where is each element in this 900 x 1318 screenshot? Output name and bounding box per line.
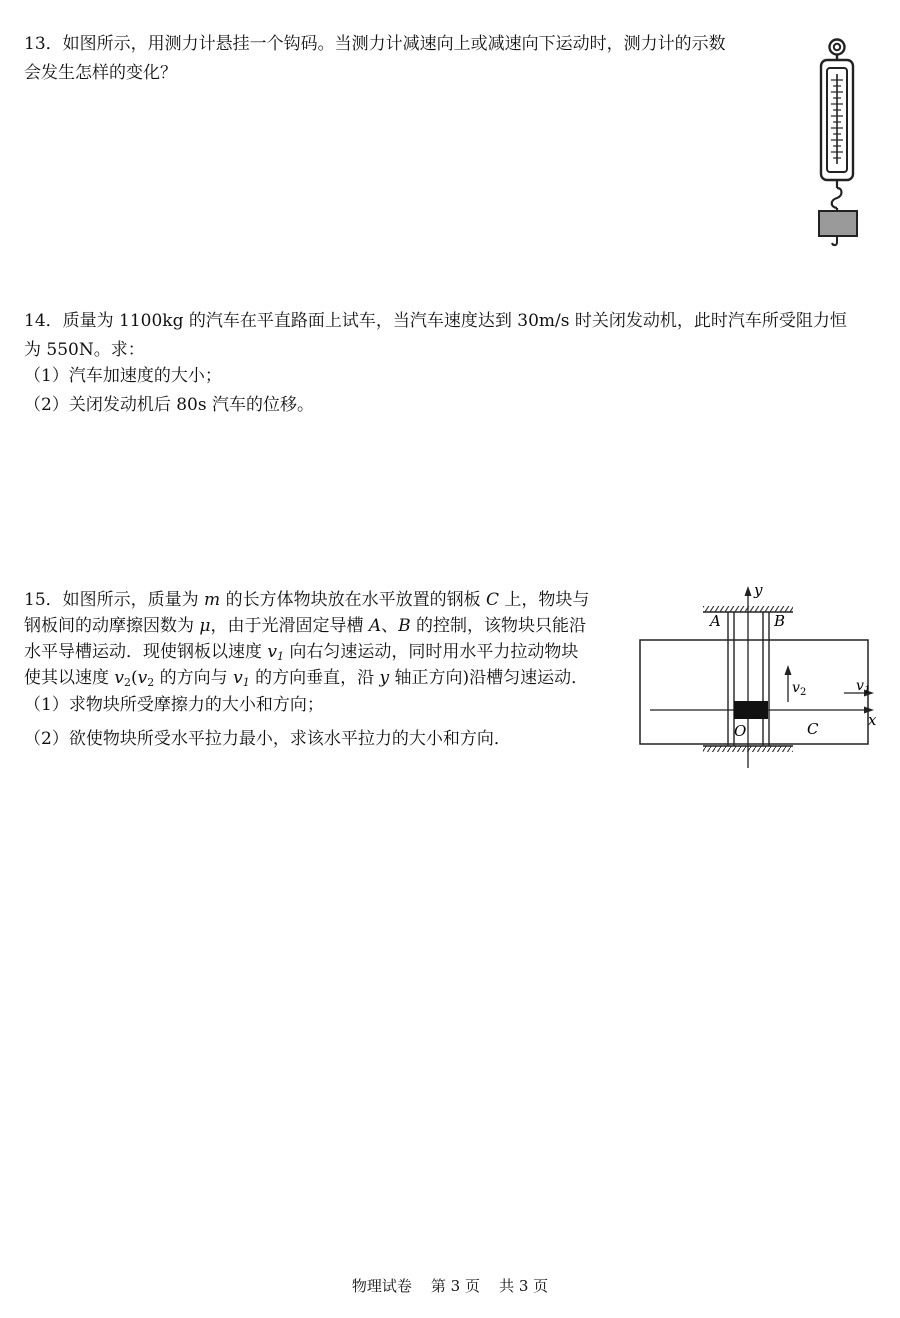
q15-part2: （2）欲使物块所受水平拉力最小，求该水平拉力的大小和方向． (24, 729, 511, 749)
label-v1: v (856, 678, 864, 694)
label-v1-sub: 1 (864, 685, 871, 696)
label-v2-sub: 2 (800, 687, 807, 698)
label-C: C (807, 720, 819, 738)
q15-line1: 15．如图所示，质量为 m 的长方体物块放在水平放置的钢板 C 上，物块与 (24, 590, 590, 610)
q14-line1: 14．质量为 1100kg 的汽车在平直路面上试车，当汽车速度达到 30m/s 时关闭发动机，此时汽车所受阻力恒 (24, 311, 847, 331)
q15-line2: 钢板间的动摩擦因数为 μ，由于光滑固定导槽 A、B 的控制，该物块只能沿 (24, 616, 587, 636)
label-v2: v (792, 680, 800, 696)
label-A: A (710, 612, 721, 630)
spring-scale-figure (812, 36, 868, 248)
label-B: B (774, 612, 786, 630)
q14-line2: 为 550N。求： (24, 340, 145, 360)
q15-part1: （1）求物块所受摩擦力的大小和方向； (24, 695, 324, 715)
label-y: y (754, 581, 763, 599)
page-footer: 物理试卷 第 3 页 共 3 页 (351, 1277, 549, 1295)
q15-line4: 使其以速度 $v_2(v_2$ 的方向与 $v_1$ 的方向垂直，沿 y 轴正方向)沿槽匀速运动． (24, 668, 589, 689)
q14-part1: （1）汽车加速度的大小； (24, 366, 222, 386)
q13-line2: 会发生怎样的变化？ (24, 63, 177, 83)
guide-slot-figure (630, 580, 880, 768)
q15-line3: 水平导槽运动．现使钢板以速度 $v_1$ 向右匀速运动，同时用水平力拉动物块 (24, 642, 579, 663)
label-x: x (868, 711, 877, 729)
label-O: O (734, 722, 747, 740)
q14-part2: （2）关闭发动机后 80s 汽车的位移。 (24, 395, 314, 415)
q13-line1: 13．如图所示，用测力计悬挂一个钩码。当测力计减速向上或减速向下运动时，测力计的示数 (24, 34, 726, 54)
